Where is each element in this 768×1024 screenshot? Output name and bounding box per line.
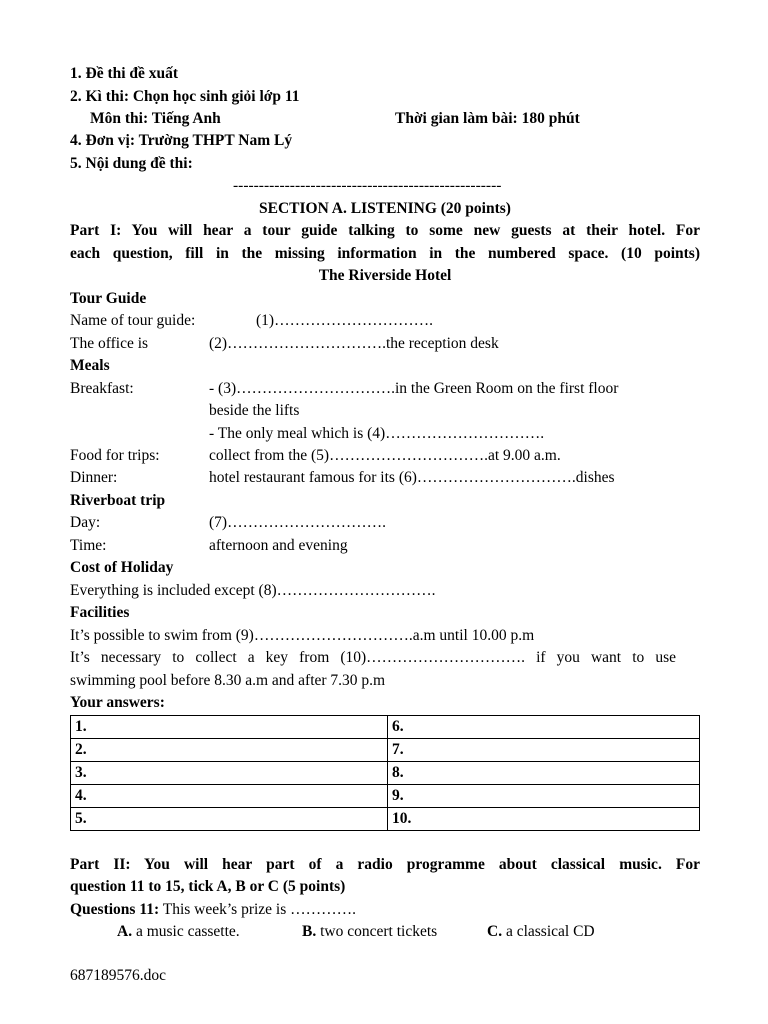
- header-line-1: 1. Đề thi đề xuất: [70, 65, 179, 82]
- office-blank: (2)………………………….the reception desk: [209, 335, 499, 352]
- name-blank: (1)………………………….: [256, 312, 433, 329]
- header-line-5: 5. Nội dung đề thi:: [70, 155, 193, 172]
- option-c-text: a classical CD: [502, 923, 595, 940]
- cost-line: Everything is included except (8)………………………….: [70, 582, 436, 599]
- table-row: [71, 739, 700, 762]
- part1-instruction-line-1: Part I: You will hear a tour guide talking to some new guests at their hotel. For: [70, 222, 700, 239]
- table-row: [71, 716, 700, 739]
- option-b-text: two concert tickets: [316, 923, 438, 940]
- facilities-heading: Facilities: [70, 604, 130, 621]
- breakfast-location: beside the lifts: [209, 402, 300, 419]
- answer-cell-10[interactable]: 10.: [388, 808, 700, 831]
- option-c-letter: C.: [487, 923, 503, 940]
- part2-instruction-line-2: question 11 to 15, tick A, B or C (5 points): [70, 878, 346, 895]
- answer-cell-2[interactable]: 2.: [71, 739, 388, 762]
- question-11-text: This week’s prize is ………….: [159, 901, 357, 918]
- answer-cell-8[interactable]: 8.: [388, 762, 700, 785]
- day-blank: (7)………………………….: [209, 514, 386, 531]
- part2-instruction-line-1: Part II: You will hear part of a radio programme about classical music. For: [70, 856, 700, 873]
- office-label: The office is: [70, 335, 149, 352]
- answer-cell-7[interactable]: 7.: [388, 739, 700, 762]
- answers-table: [70, 715, 700, 831]
- section-a-title: SECTION A. LISTENING (20 points): [259, 200, 511, 217]
- dinner-label: Dinner:: [70, 469, 118, 486]
- time-label: Time:: [70, 537, 107, 554]
- option-a-letter: A.: [117, 923, 133, 940]
- hotel-title: The Riverside Hotel: [318, 267, 452, 284]
- key-line-2: swimming pool before 8.30 a.m and after 7.30 p.m: [70, 672, 386, 689]
- option-a[interactable]: [117, 922, 240, 942]
- food-blank: collect from the (5)………………………….at 9.00 a.m.: [209, 447, 561, 464]
- header-line-2: 2. Kì thi: Chọn học sinh giỏi lớp 11: [70, 88, 300, 105]
- answers-heading: Your answers:: [70, 694, 165, 711]
- answer-cell-3[interactable]: 3.: [71, 762, 388, 785]
- swim-line: It’s possible to swim from (9)………………………….a.m until 10.00 p.m: [70, 627, 535, 644]
- option-a-text: a music cassette.: [132, 923, 240, 940]
- option-b-letter: B.: [302, 923, 317, 940]
- answer-cell-6[interactable]: 6.: [388, 716, 700, 739]
- dinner-blank: hotel restaurant famous for its (6)………………………….dishes: [209, 469, 615, 486]
- option-b[interactable]: [302, 922, 437, 942]
- answer-cell-5[interactable]: 5.: [71, 808, 388, 831]
- name-label: Name of tour guide:: [70, 312, 196, 329]
- meals-heading: Meals: [70, 357, 110, 374]
- only-meal-blank: - The only meal which is (4)………………………….: [209, 425, 545, 442]
- table-row: [71, 785, 700, 808]
- cost-heading: Cost of Holiday: [70, 559, 174, 576]
- divider-line: ----------------------------------------------------: [233, 177, 502, 194]
- riverboat-heading: Riverboat trip: [70, 492, 166, 509]
- header-line-4: 4. Đơn vị: Trường THPT Nam Lý: [70, 132, 293, 149]
- time-value: afternoon and evening: [209, 537, 348, 554]
- food-label: Food for trips:: [70, 447, 160, 464]
- day-label: Day:: [70, 514, 101, 531]
- table-row: [71, 762, 700, 785]
- tour-guide-heading: Tour Guide: [70, 290, 147, 307]
- answer-cell-4[interactable]: 4.: [71, 785, 388, 808]
- part1-instruction-line-2: each question, fill in the missing information in the numbered space. (10 points): [70, 245, 700, 262]
- question-11: [70, 900, 356, 920]
- header-time: Thời gian làm bài: 180 phút: [395, 110, 580, 127]
- answer-cell-9[interactable]: 9.: [388, 785, 700, 808]
- header-subject: Môn thi: Tiếng Anh: [90, 110, 221, 127]
- footer-filename: 687189576.doc: [70, 967, 167, 984]
- answer-cell-1[interactable]: 1.: [71, 716, 388, 739]
- breakfast-label: Breakfast:: [70, 380, 134, 397]
- key-line-1: It’s necessary to collect a key from (10)…………………………. if you want to use: [70, 649, 676, 666]
- question-11-label: Questions 11:: [70, 901, 160, 918]
- option-c[interactable]: [487, 922, 595, 942]
- table-row: [71, 808, 700, 831]
- breakfast-blank: - (3)………………………….in the Green Room on the first floor: [209, 380, 619, 397]
